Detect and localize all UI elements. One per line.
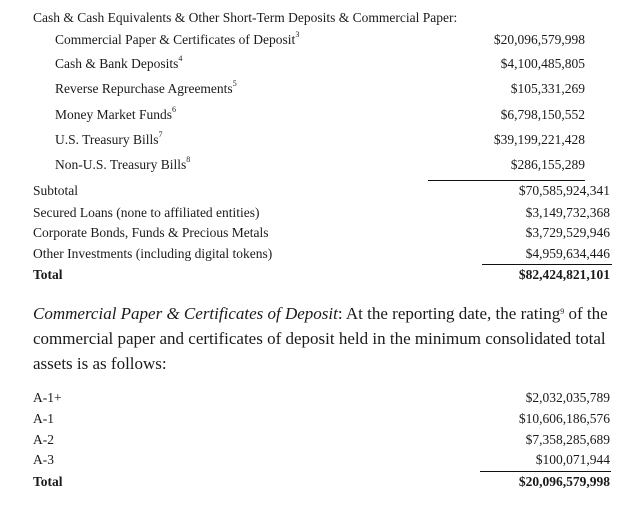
cash-item-value: $105,331,269 — [510, 81, 585, 96]
summary-row-label: Secured Loans (none to affiliated entities) — [33, 205, 260, 220]
cash-item-value: $20,096,579,998 — [493, 32, 585, 47]
rating-label: A-3 — [33, 452, 54, 467]
summary-row-value: $3,729,529,946 — [525, 225, 610, 240]
summary-row-value: $4,959,634,446 — [525, 246, 610, 261]
subtotal-label: Subtotal — [33, 183, 79, 198]
cash-item-value: $4,100,485,805 — [500, 56, 585, 71]
summary-row-label: Other Investments (including digital tokens) — [33, 246, 273, 261]
footnote-ref[interactable]: 7 — [158, 130, 163, 139]
summary-row-value: $3,149,732,368 — [525, 205, 610, 220]
cash-item-label: Cash & Bank Deposits$^4$ — [55, 54, 183, 71]
cash-item-value: $6,798,150,552 — [500, 107, 585, 122]
subtotal-divider — [428, 180, 585, 181]
section-header: Cash & Cash Equivalents & Other Short-Term Deposits & Commercial Paper: — [33, 10, 458, 25]
footnote-ref[interactable]: 5 — [232, 79, 237, 88]
cash-item-label: U.S. Treasury Bills$^7$ — [55, 130, 163, 147]
rating-label: A-1+ — [33, 390, 62, 405]
rating-value: $10,606,186,576 — [518, 411, 610, 426]
rating-value: $2,032,035,789 — [525, 390, 610, 405]
paragraph-italic-lead: Commercial Paper & Certificates of Deposit — [33, 304, 338, 323]
subtotal-value: $70,585,924,341 — [518, 183, 610, 198]
total-value: $82,424,821,101 — [518, 267, 610, 282]
rating-value: $100,071,944 — [535, 452, 610, 467]
cash-item-label: Commercial Paper & Certificates of Deposit$^3$ — [55, 30, 300, 47]
total-divider — [482, 264, 612, 265]
footnote-ref[interactable]: 9 — [560, 307, 565, 316]
summary-row-label: Corporate Bonds, Funds & Precious Metals — [33, 225, 269, 240]
footnote-ref[interactable]: 8 — [186, 155, 191, 164]
rating-label: A-2 — [33, 432, 54, 447]
rating-label: A-1 — [33, 411, 54, 426]
footnote-ref[interactable]: 4 — [178, 54, 183, 63]
cash-item-label: Reverse Repurchase Agreements$^5$ — [55, 79, 237, 96]
paragraph-text: : At the reporting date, the rating — [337, 304, 561, 323]
commercial-paper-paragraph — [33, 301, 625, 376]
total-label: Total — [33, 267, 63, 282]
cash-item-value: $286,155,289 — [510, 157, 585, 172]
footnote-ref[interactable]: 6 — [172, 105, 176, 114]
ratings-total-value: $20,096,579,998 — [518, 474, 610, 489]
ratings-total-label: Total — [33, 474, 63, 489]
cash-item-label: Money Market Funds$^6$ — [55, 105, 176, 122]
ratings-total-divider — [480, 471, 611, 472]
paragraph-text: of the commercial paper and certificates of deposit held in the minimum consolidated total assets is as follows: — [33, 304, 608, 373]
footnote-ref[interactable]: 3 — [295, 30, 300, 39]
cash-item-label: Non-U.S. Treasury Bills$^8$ — [55, 155, 191, 172]
rating-value: $7,358,285,689 — [525, 432, 610, 447]
cash-item-value: $39,199,221,428 — [493, 132, 585, 147]
